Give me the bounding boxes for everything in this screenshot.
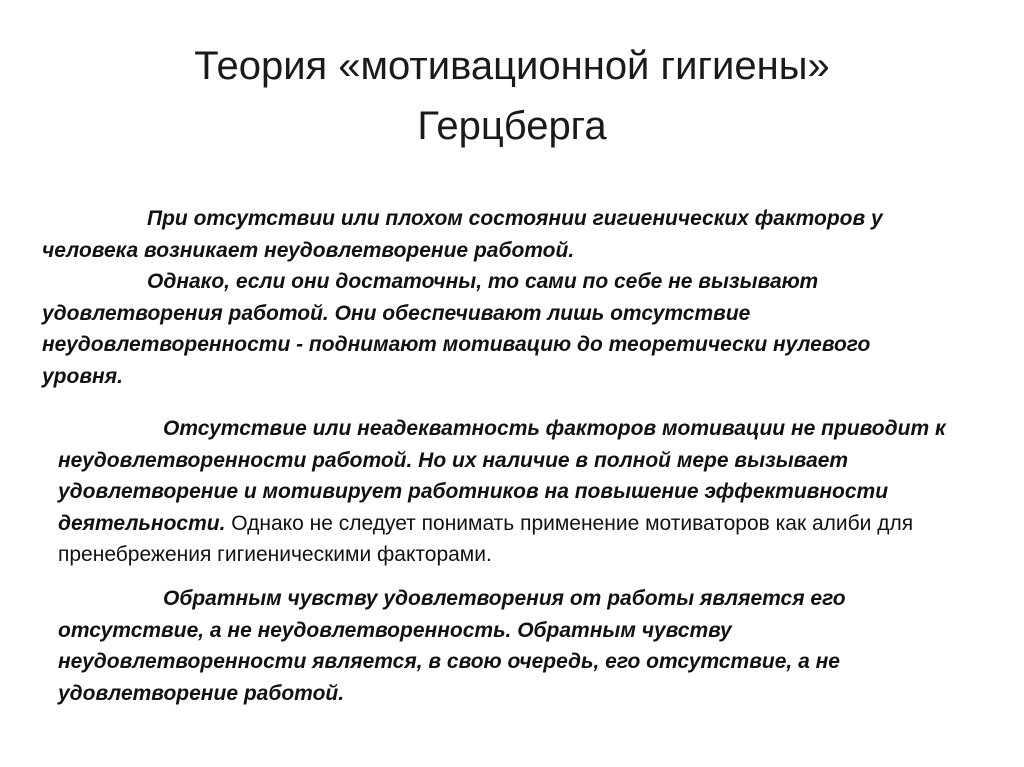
- paragraph-opposite-feelings: [58, 583, 938, 709]
- slide-title-line-2: Герцберга: [417, 104, 607, 148]
- paragraph-motivators: [58, 413, 988, 571]
- paragraph-text-regular: Однако не следует понимать применение мотиваторов как алиби для пренебрежения гигиеническими факторами.: [58, 511, 914, 566]
- paragraph-text-bold: Отсутствие или неадекватность факторов мотивации не приводит к неудовлетворенности работой. Но их наличие в полной мере вызывает удовлетворение и мотивирует работников на повышение эффективности деятельности.: [58, 417, 946, 535]
- paragraph-hygiene-absence: [42, 203, 942, 266]
- paragraph-text: При отсутствии или плохом состоянии гигиенических факторов у человека возникает неудовлетворение работой.: [42, 207, 883, 262]
- slide-title: [60, 36, 964, 156]
- paragraph-hygiene-sufficient: [42, 266, 942, 392]
- slide-title-line-1: Теория «мотивационной гигиены»: [194, 44, 830, 88]
- paragraph-text: Однако, если они достаточны, то сами по себе не вызывают удовлетворения работой. Они обеспечивают лишь отсутствие неудовлетворенности - поднимают мотивацию до теоретически нулевого уровня.: [42, 270, 871, 388]
- paragraph-text: Обратным чувству удовлетворения от работы является его отсутствие, а не неудовлетворенность. Обратным чувству неудовлетворенности является, в свою очередь, его отсутствие, а не удовлетворение работой.: [58, 587, 846, 705]
